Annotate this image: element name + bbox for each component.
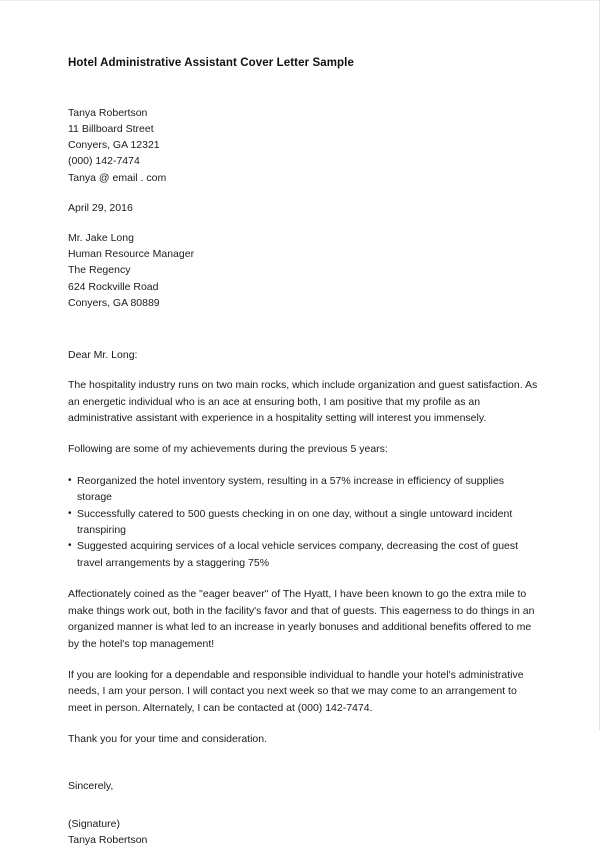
paragraph-eager-beaver: Affectionately coined as the "eager beaver" of The Hyatt, I have been known to go the extra mile to make things work out, both in the facility's favor and that of guests. This eagerness to do things in an organized manner is what led to an increase in yearly bonuses and additional benefits offered to me by the hotel's top management! [68, 588, 535, 650]
salutation: Dear Mr. Long: [68, 349, 138, 362]
letter-body [68, 57, 538, 848]
sender-email: Tanya @ email . com [68, 171, 167, 184]
recipient-street: 624 Rockville Road [68, 280, 159, 293]
paragraph-intro: The hospitality industry runs on two main rocks, which include organization and guest satisfaction. As an energetic individual who is an ace at ensuring both, I am positive that my profile as an administrative assistant with experience in a hospitality setting will interest you immensely. [68, 379, 538, 425]
closing-block [68, 778, 538, 848]
achievements-list [68, 473, 538, 571]
recipient-name: Mr. Jake Long [68, 232, 134, 245]
sender-phone: (000) 142-7474 [68, 155, 140, 168]
letter-date [68, 200, 538, 216]
paragraph-thank-you: Thank you for your time and consideration. [68, 733, 268, 746]
recipient-job-title: Human Resource Manager [68, 248, 195, 261]
achievements-intro: Following are some of my achievements during the previous 5 years: [68, 443, 388, 456]
sender-name: Tanya Robertson [68, 106, 148, 119]
date-text: April 29, 2016 [68, 201, 133, 214]
paragraph-call-to-action: If you are looking for a dependable and responsible individual to handle your hotel's administrative needs, I am your person. I will contact you next week so that we may come to an arrangement to meet in person. Alternately, I can be contacted at (000) 142-7474. [68, 668, 524, 714]
signature-placeholder: (Signature) [68, 817, 120, 830]
sender-city-state-zip: Conyers, GA 12321 [68, 139, 160, 152]
list-item: • Suggested acquiring services of a local vehicle services company, decreasing the cost of guest travel arrangements by a staggering 75% [68, 538, 538, 571]
sender-street: 11 Billboard Street [68, 123, 154, 135]
signature-name: Tanya Robertson [68, 833, 148, 846]
recipient-city-state-zip: Conyers, GA 80889 [68, 296, 160, 309]
sign-off: Sincerely, [68, 779, 114, 792]
recipient-company: The Regency [68, 264, 131, 277]
list-item: • Reorganized the hotel inventory system, resulting in a 57% increase in efficiency of supplies storage [68, 473, 538, 506]
list-item: • Successfully catered to 500 guests checking in on one day, without a single untoward incident transpiring [68, 506, 538, 539]
page-title: Hotel Administrative Assistant Cover Letter Sample [68, 57, 354, 69]
sender-address-block [68, 105, 538, 186]
recipient-address-block [68, 230, 538, 311]
